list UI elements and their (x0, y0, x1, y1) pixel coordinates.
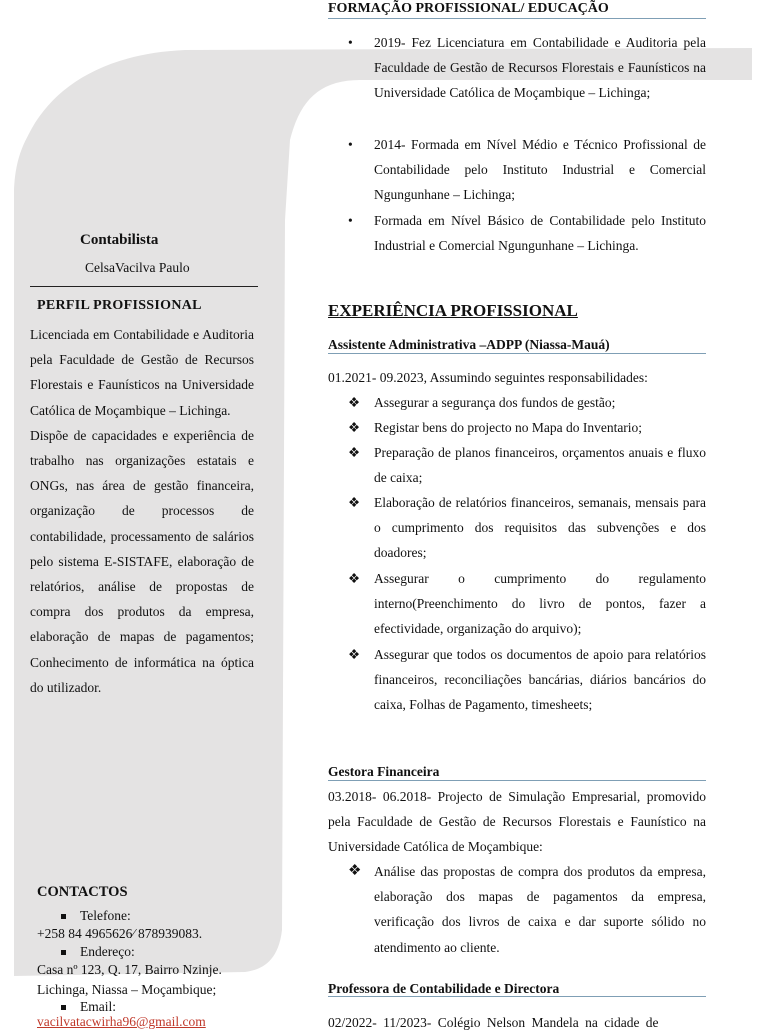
job1-item-4: ❖ Elaboração de relatórios financeiros, semanais, mensais para o cumprimento dos requisitos das subvenções e dos doadores; (328, 490, 706, 566)
square-bullet-icon (61, 1005, 66, 1010)
diamond-bullet-icon: ❖ (348, 420, 361, 435)
bullet-dot-icon: • (348, 137, 353, 152)
diamond-bullet-icon: ❖ (348, 395, 361, 410)
job2-item-1: ❖ Análise das propostas de compra dos produtos da empresa, elaboração dos mapas de pagamentos da empresa, verificação dos livros de caixa e dar suporte sólido no atendimento ao cliente. (328, 859, 706, 960)
phone-label-row (61, 908, 131, 924)
bullet-dot-icon: • (348, 213, 353, 228)
email-label: Email: (80, 999, 116, 1014)
education-item-1: • 2019- Fez Licenciatura em Contabilidade e Auditoria pela Faculdade de Gestão de Recursos Florestais e Faunísticos na Universidade Católica de Moçambique – Lichinga; (328, 30, 706, 106)
diamond-bullet-icon: ❖ (348, 495, 361, 510)
job1-item-2: ❖ Registar bens do projecto no Mapa do Inventario; (328, 415, 706, 440)
perfil-paragraph-1: Licenciada em Contabilidade e Auditoria pela Faculdade de Gestão de Recursos Florestais e Faunísticos na Universidade Católica de Moçambique – Lichinga. (30, 327, 254, 418)
education-rule (328, 18, 706, 19)
job3-rule (328, 996, 706, 997)
person-name: CelsaVacilva Paulo (85, 260, 190, 275)
contacts-heading: CONTACTOS (37, 884, 128, 900)
job1-item-1: ❖ Assegurar a segurança dos fundos de gestão; (328, 390, 706, 415)
address-label-row (61, 944, 135, 960)
phone-value: +258 84 4965626⁄ 878939083. (37, 926, 203, 941)
job2-title: Gestora Financeira (328, 764, 440, 779)
job2-rule (328, 780, 706, 781)
diamond-bullet-icon: ❖ (348, 445, 361, 460)
job2-intro: 03.2018- 06.2018- Projecto de Simulação Empresarial, promovido pela Faculdade de Gestão de Recursos Florestais e Faunístico na Universidade Católica de Moçambique: (328, 789, 706, 855)
job3-intro: 02/2022- 11/2023- Colégio Nelson Mandela na cidade de (328, 1015, 659, 1030)
email-link[interactable]: vacilvatacwirha96@gmail.com (37, 1014, 206, 1029)
education-item-3: • Formada em Nível Básico de Contabilidade pelo Instituto Industrial e Comercial Ngungunhane – Lichinga. (328, 208, 706, 258)
address-label: Endereço: (80, 944, 135, 959)
job3-title: Professora de Contabilidade e Directora (328, 981, 560, 996)
bullet-dot-icon: • (348, 35, 353, 50)
name-divider (30, 286, 258, 287)
job1-intro: 01.2021- 09.2023, Assumindo seguintes responsabilidades: (328, 370, 648, 385)
education-heading: FORMAÇÃO PROFISSIONAL/ EDUCAÇÃO (328, 1, 609, 16)
diamond-bullet-icon: ❖ (348, 863, 362, 879)
perfil-heading: PERFIL PROFISSIONAL (37, 298, 202, 313)
education-item-2: • 2014- Formada em Nível Médio e Técnico Profissional de Contabilidade pelo Instituto Industrial e Comercial Ngungunhane – Lichinga; (328, 132, 706, 208)
email-label-row (61, 999, 116, 1015)
job1-item-6: ❖ Assegurar que todos os documentos de apoio para relatórios financeiros, reconciliações bancárias, diários bancários do caixa, Folhas de Pagamento, timesheets; (328, 642, 706, 718)
job1-title: Assistente Administrativa –ADPP (Niassa-Mauá) (328, 337, 610, 352)
job1-item-5: ❖ Assegurar o cumprimento do regulamento interno(Preenchimento do livro de pontos, fazer a efectividade, organização do arquivo); (328, 566, 706, 642)
experience-heading: EXPERIÊNCIA PROFISSIONAL (328, 301, 578, 320)
address-line-1: Casa nº 123, Q. 17, Bairro Nzinje. (37, 962, 222, 977)
diamond-bullet-icon: ❖ (348, 647, 361, 662)
job-title: Contabilista (80, 232, 159, 248)
perfil-paragraph-2: Dispõe de capacidades e experiência de trabalho nas organizações estatais e ONGs, nas área de gestão financeira, organização de processos de contabilidade, processamento de salários pelo sistema E-SISTAFE, elaboração de relatórios, análise de propostas de compra dos produtos da empresa, elaboração de mapas de pagamentos; Conhecimento de informática na óptica do utilizador. (30, 427, 254, 695)
job1-rule (328, 353, 706, 354)
square-bullet-icon (61, 950, 66, 955)
phone-label: Telefone: (80, 908, 131, 923)
perfil-text (30, 322, 254, 700)
diamond-bullet-icon: ❖ (348, 571, 361, 586)
square-bullet-icon (61, 914, 66, 919)
job1-item-3: ❖ Preparação de planos financeiros, orçamentos anuais e fluxo de caixa; (328, 440, 706, 490)
address-line-2: Lichinga, Niassa – Moçambique; (37, 982, 217, 997)
